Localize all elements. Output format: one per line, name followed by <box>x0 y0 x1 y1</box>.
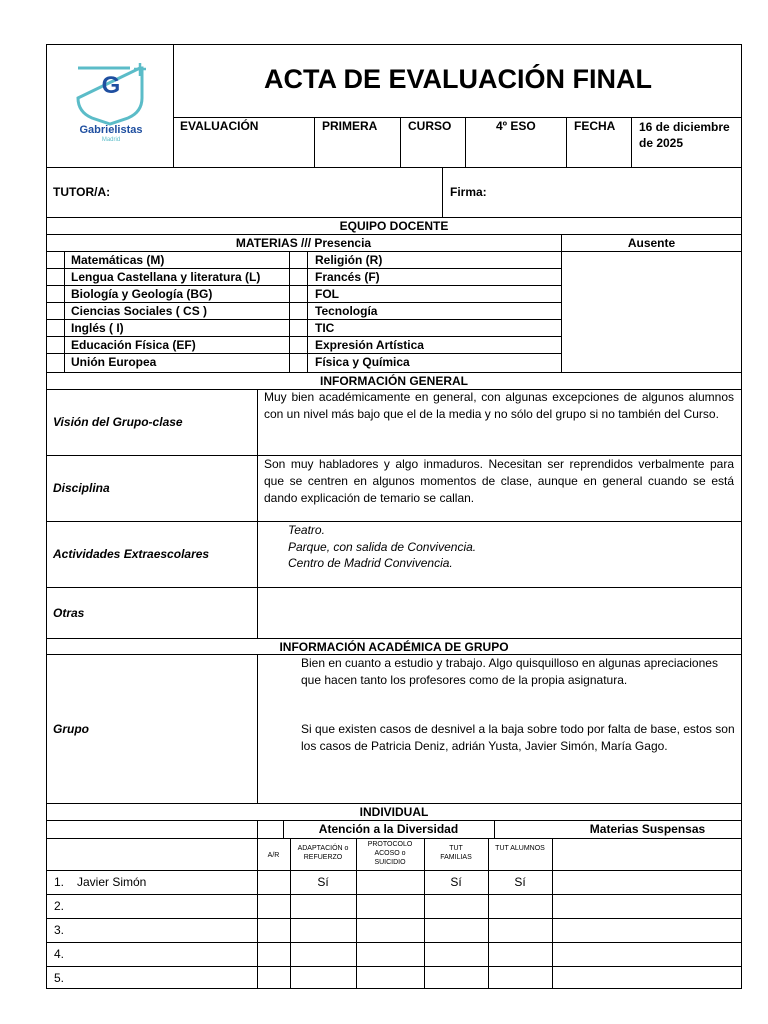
col-alumnos-header: TUT ALUMNOS <box>495 845 545 852</box>
firma-label: Firma: <box>450 185 487 199</box>
actividad-item: Centro de Madrid Convivencia. <box>288 556 453 570</box>
row-number: 5. <box>54 971 65 985</box>
row-number: 1. <box>54 875 65 889</box>
curso-label: CURSO <box>408 119 452 133</box>
evaluacion-value: PRIMERA <box>322 119 378 133</box>
student-name: Javier Simón <box>77 875 147 889</box>
grupo-paragraph-1: Bien en cuanto a estudio y trabajo. Algo quisquilloso en algunas apreciaciones que hacen tanto los profesores como de la propia asignatura. <box>301 656 718 687</box>
equipo-heading: EQUIPO DOCENTE <box>339 219 449 233</box>
curso-value: 4º ESO <box>496 119 536 133</box>
evaluacion-label: EVALUACIÓN <box>180 119 259 133</box>
actividad-item: Parque, con salida de Convivencia. <box>288 540 477 554</box>
subject-left: Biología y Geología (BG) <box>71 287 213 301</box>
col-familias-header: TUT FAMILIAS <box>440 845 472 861</box>
school-logo <box>68 62 154 150</box>
col-ar-header: A/R <box>267 852 280 859</box>
subject-left: Matemáticas (M) <box>71 253 165 267</box>
subject-right: Física y Química <box>315 355 410 369</box>
page-title: ACTA DE EVALUACIÓN FINAL <box>264 64 652 94</box>
fecha-label: FECHA <box>574 119 616 133</box>
atencion-heading: Atención a la Diversidad <box>318 822 459 836</box>
col-protocolo-header: PROTOCOLO ACOSO o SUICIDIO <box>367 841 413 866</box>
academica-heading: INFORMACIÓN ACADÉMICA DE GRUPO <box>279 640 509 654</box>
materias-suspensas-heading: Materias Suspensas <box>589 822 706 836</box>
individual-heading: INDIVIDUAL <box>359 805 429 819</box>
col-adaptacion-header: ADAPTACIÓN o REFUERZO <box>297 845 349 861</box>
disciplina-text: Son muy habladores y algo inmaduros. Necesitan ser reprendidos verbalmente para que se centren en algunos momentos de clase, aunque en general cuando se está dando explicación de temario se callan. <box>264 457 734 505</box>
subject-right: Tecnología <box>315 304 378 318</box>
info-general-heading: INFORMACIÓN GENERAL <box>320 374 468 388</box>
vision-label: Visión del Grupo-clase <box>53 415 183 429</box>
subject-right: Expresión Artística <box>315 338 424 352</box>
subject-left: Educación Física (EF) <box>71 338 196 352</box>
grupo-label: Grupo <box>53 722 89 736</box>
materias-heading: MATERIAS /// Presencia <box>235 236 372 250</box>
cell-familias: Sí <box>450 875 462 889</box>
subject-left: Ciencias Sociales ( CS ) <box>71 304 208 318</box>
subject-left: Unión Europea <box>71 355 157 369</box>
grupo-paragraph-2: Si que existen casos de desnivel a la baja sobre todo por falta de base, estos son los casos de Patricia Deniz, adrián Yusta, Javier Simón, María Gago. <box>301 722 735 753</box>
ausente-heading: Ausente <box>627 236 676 250</box>
tutor-row <box>46 167 742 218</box>
logo-city: Madrid <box>101 137 121 143</box>
row-number: 3. <box>54 923 65 937</box>
row-number: 2. <box>54 899 65 913</box>
subject-left: Inglés ( I) <box>71 321 124 335</box>
cell-alumnos: Sí <box>514 875 526 889</box>
row-number: 4. <box>54 947 65 961</box>
subject-right: FOL <box>315 287 339 301</box>
otras-label: Otras <box>53 606 85 620</box>
subject-right: TIC <box>315 321 335 335</box>
actividad-item: Teatro. <box>288 523 325 537</box>
logo-letter: G <box>101 72 121 99</box>
subject-right: Religión (R) <box>315 253 383 267</box>
actividades-label: Actividades Extraescolares <box>53 547 210 561</box>
logo-name: Gabrielistas <box>79 124 143 136</box>
disciplina-label: Disciplina <box>53 481 110 495</box>
subject-left: Lengua Castellana y literatura (L) <box>71 270 261 284</box>
tutor-label: TUTOR/A: <box>53 185 111 199</box>
vision-text: Muy bien académicamente en general, con algunas excepciones de algunos alumnos con un nivel más bajo que el de la media y no sólo del grupo si no también del Curso. <box>264 390 734 421</box>
subject-right: Francés (F) <box>315 270 380 284</box>
fecha-value: 16 de diciembre de 2025 <box>639 120 730 150</box>
cell-adapt: Sí <box>317 875 329 889</box>
